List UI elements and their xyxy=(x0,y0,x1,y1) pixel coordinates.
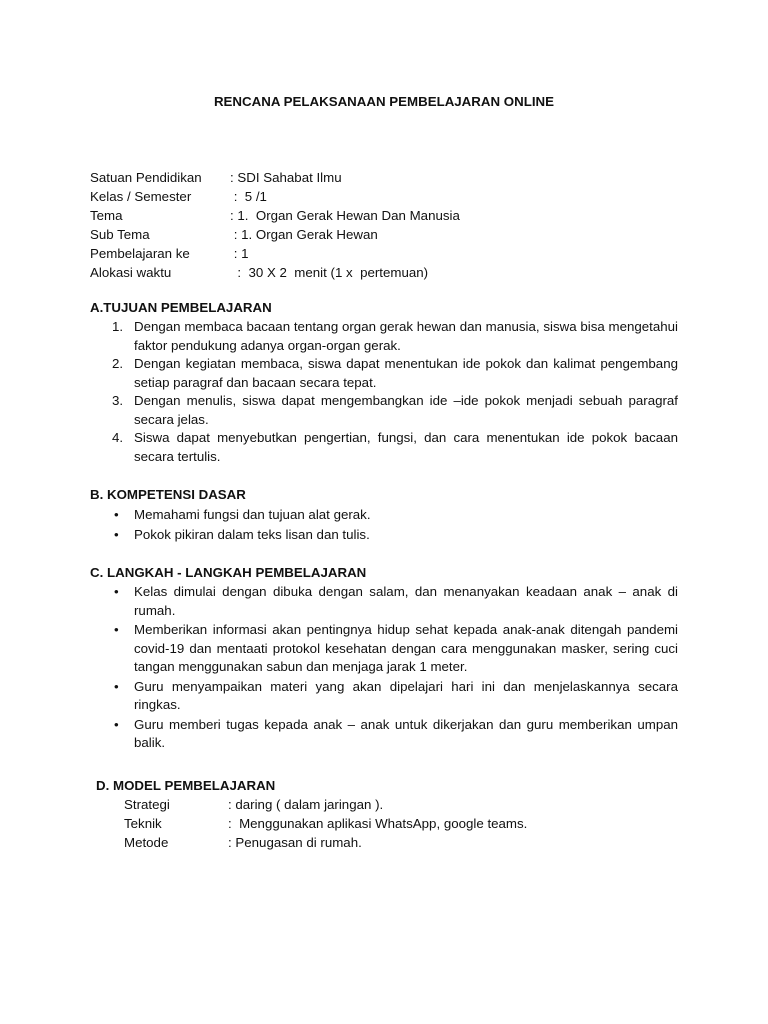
competency-list xyxy=(90,506,678,545)
meta-row xyxy=(90,168,460,187)
list-item xyxy=(90,716,678,753)
meta-row xyxy=(90,206,460,225)
item-text: Dengan kegiatan membaca, siswa dapat menentukan ide pokok dan kalimat pengembang setiap paragraf dan bacaan secara tepat. xyxy=(134,356,678,390)
item-number: 4. xyxy=(112,430,124,445)
item-text: Dengan membaca bacaan tentang organ gerak hewan dan manusia, siswa bisa mengetahui faktor pendukung adanya organ-organ gerak. xyxy=(134,319,678,353)
model-value: : Menggunakan aplikasi WhatsApp, google teams. xyxy=(228,816,528,831)
item-number: 3. xyxy=(112,393,124,408)
list-item xyxy=(90,318,678,355)
list-item xyxy=(90,678,678,715)
bullet-icon: • xyxy=(114,678,119,694)
list-item xyxy=(90,621,678,677)
model-label: Metode xyxy=(124,835,169,850)
bullet-icon: • xyxy=(114,507,119,522)
model-value: : Penugasan di rumah. xyxy=(228,835,362,850)
item-number: 1. xyxy=(112,319,124,334)
list-item xyxy=(90,392,678,429)
bullet-icon: • xyxy=(114,622,119,637)
section-d-heading: D. MODEL PEMBELAJARAN xyxy=(96,778,276,793)
model-value: : daring ( dalam jaringan ). xyxy=(228,797,384,812)
item-text: Guru memberi tugas kepada anak – anak untuk dikerjakan dan guru memberikan umpan balik. xyxy=(134,716,678,750)
meta-label: Tema xyxy=(90,208,123,223)
section-b-heading: B. KOMPETENSI DASAR xyxy=(90,487,246,502)
item-text: Memahami fungsi dan tujuan alat gerak. xyxy=(134,507,371,522)
meta-label: Satuan Pendidikan xyxy=(90,170,202,185)
section-c-heading: C. LANGKAH - LANGKAH PEMBELAJARAN xyxy=(90,565,367,580)
meta-value: : 30 X 2 menit (1 x pertemuan) xyxy=(230,265,429,280)
document-title: RENCANA PELAKSANAAN PEMBELAJARAN ONLINE xyxy=(213,94,555,109)
item-text: Siswa dapat menyebutkan pengertian, fungsi, dan cara menentukan ide pokok bacaan secara tertulis. xyxy=(134,430,678,464)
bullet-icon: • xyxy=(114,526,119,542)
item-text: Dengan menulis, siswa dapat mengembangkan ide –ide pokok menjadi sebuah paragraf secara jelas. xyxy=(134,393,678,427)
item-number: 2. xyxy=(112,356,124,371)
meta-label: Sub Tema xyxy=(90,227,150,242)
meta-row xyxy=(90,244,460,263)
model-label: Teknik xyxy=(124,816,162,831)
meta-row xyxy=(90,187,460,206)
meta-label: Kelas / Semester xyxy=(90,189,192,204)
steps-list xyxy=(90,583,678,754)
model-row xyxy=(124,795,527,814)
model-label: Strategi xyxy=(124,797,170,812)
list-item xyxy=(90,506,678,525)
objectives-list xyxy=(90,318,678,466)
item-text: Kelas dimulai dengan dibuka dengan salam, dan menanyakan keadaan anak – anak di rumah. xyxy=(134,584,678,618)
bullet-icon: • xyxy=(114,584,119,599)
list-item xyxy=(90,526,678,545)
meta-value: : 1. Organ Gerak Hewan Dan Manusia xyxy=(230,208,460,223)
section-a-heading: A.TUJUAN PEMBELAJARAN xyxy=(90,300,272,315)
meta-value: : 1 xyxy=(230,246,249,261)
meta-value: : SDI Sahabat Ilmu xyxy=(230,170,342,185)
meta-value: : 5 /1 xyxy=(230,189,267,204)
list-item xyxy=(90,355,678,392)
model-row xyxy=(124,814,527,833)
meta-row xyxy=(90,225,460,244)
meta-label: Alokasi waktu xyxy=(90,265,172,280)
list-item xyxy=(90,429,678,466)
meta-label: Pembelajaran ke xyxy=(90,246,190,261)
list-item xyxy=(90,583,678,620)
bullet-icon: • xyxy=(114,716,119,732)
meta-row xyxy=(90,263,460,282)
item-text: Guru menyampaikan materi yang akan dipelajari hari ini dan menjelaskannya secara ringkas. xyxy=(134,678,678,712)
meta-value: : 1. Organ Gerak Hewan xyxy=(230,227,378,242)
item-text: Pokok pikiran dalam teks lisan dan tulis. xyxy=(134,526,370,542)
identity-table xyxy=(90,168,460,282)
item-text: Memberikan informasi akan pentingnya hidup sehat kepada anak-anak ditengah pandemi covid-19 dan mentaati protokol kesehatan dengan cara menggunakan masker, sering cuci tangan menggunakan sabun dan menjaga jarak 1 meter. xyxy=(134,622,678,674)
model-row xyxy=(124,833,527,852)
model-table xyxy=(124,795,527,852)
